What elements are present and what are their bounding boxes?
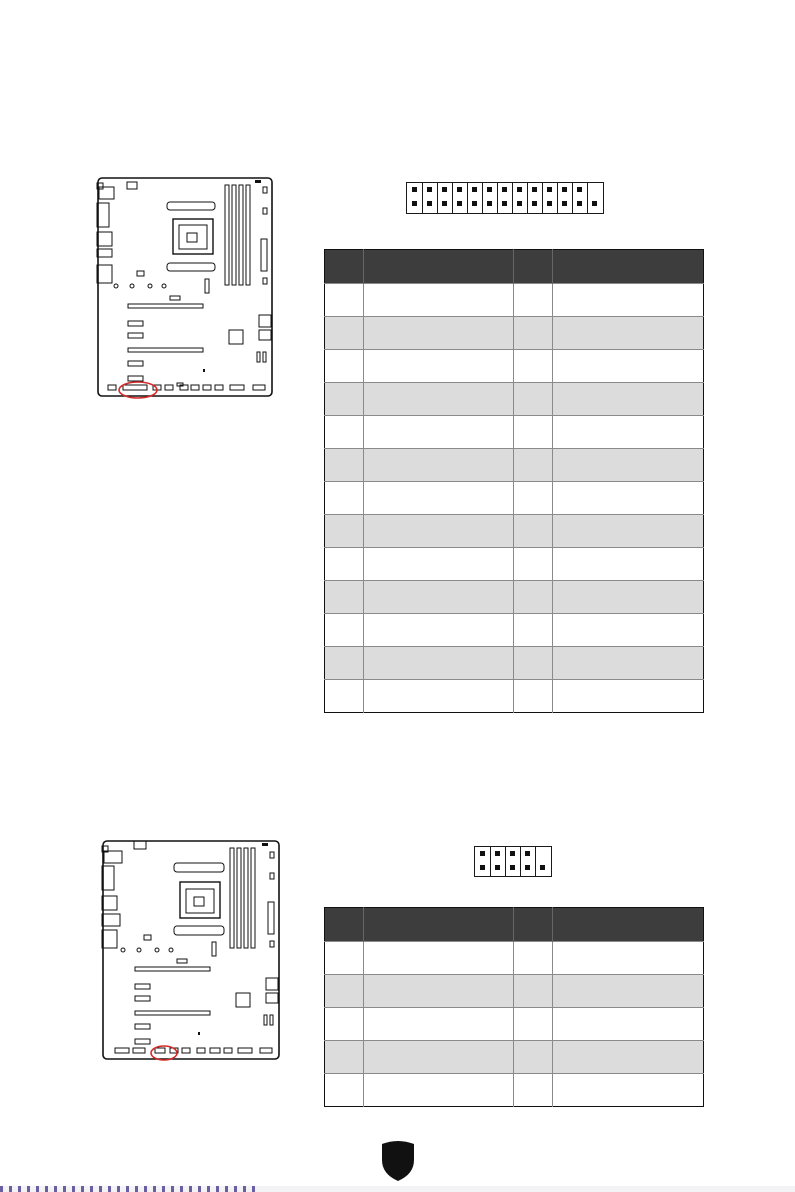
table-cell [513, 680, 552, 713]
table-cell [513, 515, 552, 548]
header-pin-col-2 [513, 250, 552, 284]
table-cell [364, 482, 514, 515]
table-cell [513, 317, 552, 350]
footer-dots [0, 1186, 260, 1192]
pin [517, 201, 522, 206]
table-cell [325, 449, 364, 482]
pin [442, 187, 447, 192]
pin-divider [587, 183, 588, 213]
table-row [325, 482, 704, 515]
table-cell [364, 350, 514, 383]
table-cell [553, 482, 704, 515]
table-cell [553, 647, 704, 680]
pin-divider [437, 183, 438, 213]
table-cell [553, 1008, 704, 1041]
pin-divider [512, 183, 513, 213]
table-row [325, 614, 704, 647]
pin-divider [520, 847, 521, 876]
table-cell [364, 1041, 514, 1074]
header-signal-col [364, 908, 514, 942]
pin-divider [452, 183, 453, 213]
pin-divider [422, 183, 423, 213]
pin [442, 201, 447, 206]
table-row [325, 1041, 704, 1074]
pin [577, 201, 582, 206]
pin [427, 201, 432, 206]
table-cell [325, 1008, 364, 1041]
table-cell [364, 317, 514, 350]
table-cell [325, 1074, 364, 1107]
pin [412, 201, 417, 206]
table-row [325, 350, 704, 383]
table-row [325, 1008, 704, 1041]
pin-divider [542, 183, 543, 213]
pin [525, 865, 530, 870]
pin [427, 187, 432, 192]
pin [547, 187, 552, 192]
pin [457, 187, 462, 192]
header-signal-col-2 [553, 908, 704, 942]
table-cell [325, 350, 364, 383]
table-row [325, 647, 704, 680]
table-cell [325, 383, 364, 416]
pin [592, 201, 597, 206]
table-row [325, 317, 704, 350]
header-pin-col [325, 250, 364, 284]
table-cell [325, 1041, 364, 1074]
table-cell [553, 942, 704, 975]
table-cell [364, 416, 514, 449]
table-cell [513, 614, 552, 647]
table-cell [513, 350, 552, 383]
table-cell [513, 942, 552, 975]
pin [480, 851, 485, 856]
table-cell [513, 449, 552, 482]
table-cell [553, 284, 704, 317]
pin [487, 201, 492, 206]
table-header-row [325, 908, 704, 942]
header-pin-col-2 [513, 908, 552, 942]
table-cell [364, 284, 514, 317]
pin-divider [527, 183, 528, 213]
pin [502, 187, 507, 192]
table-cell [325, 548, 364, 581]
pin [495, 851, 500, 856]
pin-header-diagram-2 [474, 846, 552, 877]
pin [457, 201, 462, 206]
table-cell [513, 416, 552, 449]
table-cell [513, 1008, 552, 1041]
table-row [325, 416, 704, 449]
table-body-2 [325, 942, 704, 1107]
table-cell [513, 1041, 552, 1074]
motherboard-diagram-2 [100, 838, 282, 1063]
table-cell [553, 581, 704, 614]
pin-divider [482, 183, 483, 213]
motherboard-outline-2 [100, 838, 282, 1063]
table-cell [553, 416, 704, 449]
table-cell [364, 942, 514, 975]
table-cell [364, 1074, 514, 1107]
motherboard-diagram-1 [95, 175, 275, 400]
table-cell [553, 383, 704, 416]
table-cell [513, 1074, 552, 1107]
pinout-table-2 [324, 907, 704, 1107]
table-row [325, 449, 704, 482]
table-cell [325, 284, 364, 317]
pin [480, 865, 485, 870]
pin [577, 187, 582, 192]
table-cell [364, 647, 514, 680]
table-cell [553, 1041, 704, 1074]
table-cell [553, 680, 704, 713]
table-cell [325, 581, 364, 614]
pin-divider [557, 183, 558, 213]
pin-divider [490, 847, 491, 876]
table-cell [364, 1008, 514, 1041]
table-cell [325, 614, 364, 647]
pin-divider [497, 183, 498, 213]
table-cell [553, 1074, 704, 1107]
table-row [325, 942, 704, 975]
table-cell [513, 581, 552, 614]
table-cell [513, 482, 552, 515]
table-cell [553, 317, 704, 350]
table-cell [364, 548, 514, 581]
table-cell [513, 548, 552, 581]
shield-icon [380, 1138, 416, 1182]
table-cell [553, 614, 704, 647]
table-cell [553, 515, 704, 548]
table-row [325, 975, 704, 1008]
table-cell [364, 975, 514, 1008]
header-signal-col-2 [553, 250, 704, 284]
table-row [325, 680, 704, 713]
pin [547, 201, 552, 206]
table-row [325, 383, 704, 416]
pin [562, 201, 567, 206]
pinout-table-1 [324, 249, 704, 713]
table-cell [553, 975, 704, 1008]
table-cell [513, 647, 552, 680]
header-signal-col [364, 250, 514, 284]
table-cell [364, 383, 514, 416]
pin [562, 187, 567, 192]
table-cell [325, 975, 364, 1008]
table-cell [553, 548, 704, 581]
pin [472, 201, 477, 206]
header-pin-col [325, 908, 364, 942]
table-cell [513, 284, 552, 317]
pin [502, 201, 507, 206]
table-body-1 [325, 284, 704, 713]
table-row [325, 1074, 704, 1107]
table-cell [553, 350, 704, 383]
motherboard-outline-1 [95, 175, 275, 400]
table-cell [513, 975, 552, 1008]
table-cell [325, 680, 364, 713]
table-cell [553, 449, 704, 482]
table-cell [325, 482, 364, 515]
pin-divider [505, 847, 506, 876]
pin-divider [572, 183, 573, 213]
pin [525, 851, 530, 856]
table-row [325, 515, 704, 548]
table-cell [325, 515, 364, 548]
pin-divider [535, 847, 536, 876]
pin [510, 851, 515, 856]
table-cell [325, 416, 364, 449]
table-row [325, 284, 704, 317]
pin [472, 187, 477, 192]
table-cell [325, 942, 364, 975]
pin [517, 187, 522, 192]
pin [532, 201, 537, 206]
table-cell [325, 317, 364, 350]
table-cell [513, 383, 552, 416]
pin [510, 865, 515, 870]
table-cell [364, 581, 514, 614]
pin-divider [467, 183, 468, 213]
pin [532, 187, 537, 192]
pin [540, 865, 545, 870]
pin [412, 187, 417, 192]
table-header-row [325, 250, 704, 284]
table-cell [364, 680, 514, 713]
table-cell [325, 647, 364, 680]
table-cell [364, 515, 514, 548]
table-cell [364, 614, 514, 647]
pin [495, 865, 500, 870]
table-cell [364, 449, 514, 482]
table-row [325, 548, 704, 581]
pin [487, 187, 492, 192]
pin-header-diagram-1 [406, 182, 604, 214]
table-row [325, 581, 704, 614]
